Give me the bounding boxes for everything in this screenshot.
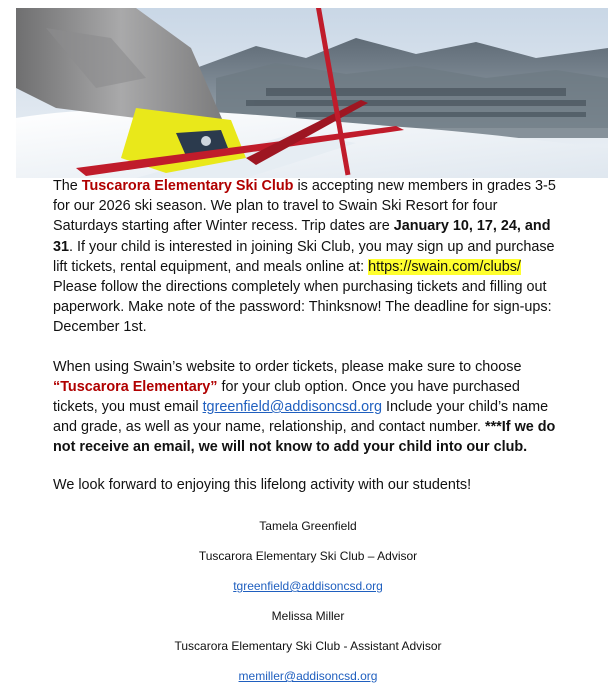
club-option: “Tuscarora Elementary” <box>53 378 218 395</box>
instructions-paragraph: When using Swain’s website to order tickets, please make sure to choose “Tuscarora Elementary” for your club option. Once you have purchased tickets, you must email tgreenfield@addisoncsd.org Include your child’s name and grade, as well as your name, relationship, and contact number. ***If we do not receive an email, we will not know to add your child into our club. <box>53 358 556 456</box>
intro-paragraph: The Tuscarora Elementary Ski Club is accepting new members in grades 3-5 for our 2026 ski season. We plan to travel to Swain Ski Resort for four Saturdays starting after Winter recess. Trip dates are January 10, 17, 24, and 31. If your child is interested in joining Ski Club, you may sign up and purchase lift tickets, rental equipment, and meals online at: https://swain.com/clubs/ Please follow the directions completely when purchasing tickets and filling out paperwork. Make note of the password: Thinksnow! The deadline for sign-ups: December 1st. <box>53 178 556 336</box>
advisor-title: Tuscarora Elementary Ski Club – Advisor <box>198 549 418 563</box>
assistant-name: Melissa Miller <box>271 609 345 623</box>
ski-photo <box>16 8 608 178</box>
trip-dates: January 10, 17, 24, and 31 <box>53 218 551 255</box>
advisor-name: Tamela Greenfield <box>259 519 357 533</box>
assistant-title: Tuscarora Elementary Ski Club - Assistant Advisor <box>174 639 442 653</box>
advisor-email[interactable]: tgreenfield@addisoncsd.org <box>233 579 383 593</box>
advisor-email-link[interactable]: tgreenfield@addisoncsd.org <box>202 399 382 416</box>
letter-body <box>53 176 563 495</box>
assistant-email[interactable]: memiller@addisoncsd.org <box>238 669 378 683</box>
closing-paragraph: We look forward to enjoying this lifelong activity with our students! <box>53 476 472 493</box>
ski-scene-illustration <box>16 8 608 178</box>
email-warning: ***If we do not receive an email, we will not know to add your child into our club. <box>53 419 556 456</box>
club-name: Tuscarora Elementary Ski Club <box>81 178 294 194</box>
signup-url[interactable]: https://swain.com/clubs/ <box>368 258 521 275</box>
